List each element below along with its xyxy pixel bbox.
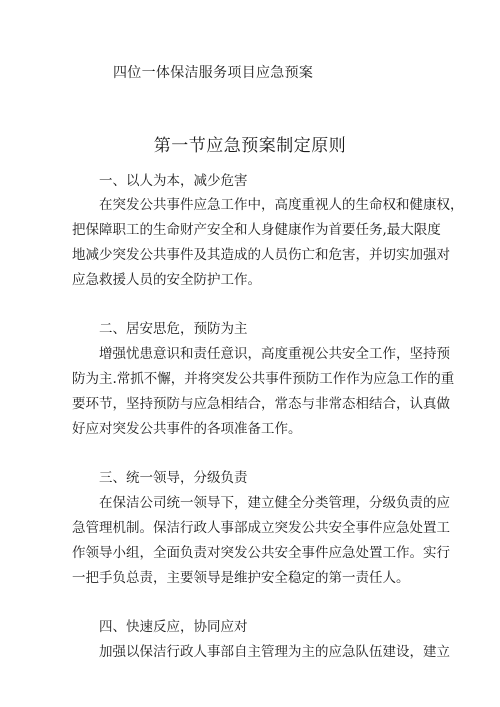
section-heading-3: 三、统一领导，分级负责 xyxy=(99,470,248,486)
paragraph-line: 好应对突发公共事件的各项准备工作。 xyxy=(72,421,302,437)
paragraph-line: 急管理机制。保洁行政人事部成立突发公共安全事件应急处置工 xyxy=(72,520,450,536)
paragraph-line: 防为主.常抓不懈，并将突发公共事件预防工作作为应急工作的重 xyxy=(72,371,455,387)
paragraph-line: 地减少突发公共事件及其造成的人员伤亡和危害，并切实加强对 xyxy=(72,247,450,263)
paragraph-line: 加强以保洁行政人事部自主管理为主的应急队伍建设，建立 xyxy=(99,644,450,660)
paragraph-line: 作领导小组，全面负责对突发公共安全事件应急处置工作。实行 xyxy=(72,545,450,561)
paragraph-line: 要环节，坚持预防与应急相结合，常态与非常态相结合，认真做 xyxy=(72,396,450,412)
paragraph-line: 在突发公共事件应急工作中，高度重视人的生命权和健康权， xyxy=(99,197,464,213)
paragraph-line: 增强忧患意识和责任意识，高度重视公共安全工作，坚持预 xyxy=(99,346,450,362)
paragraph-line: 把保障职工的生命财产安全和人身健康作为首要任务,最大限度 xyxy=(72,222,441,238)
section-heading-2: 二、居安思危，预防为主 xyxy=(99,321,248,337)
section-title: 第一节应急预案制定原则 xyxy=(153,136,347,156)
paragraph-line: 应急救援人员的安全防护工作。 xyxy=(72,272,261,288)
section-heading-1: 一、以人为本，减少危害 xyxy=(99,173,248,189)
section-heading-4: 四、快速反应，协同应对 xyxy=(99,619,248,635)
document-title: 四位一体保洁服务项目应急预案 xyxy=(113,65,314,81)
paragraph-line: 一把手负总责，主要领导是维护安全稳定的第一责任人。 xyxy=(72,570,410,586)
paragraph-line: 在保洁公司统一领导下，建立健全分类管理，分级负责的应 xyxy=(99,495,450,511)
